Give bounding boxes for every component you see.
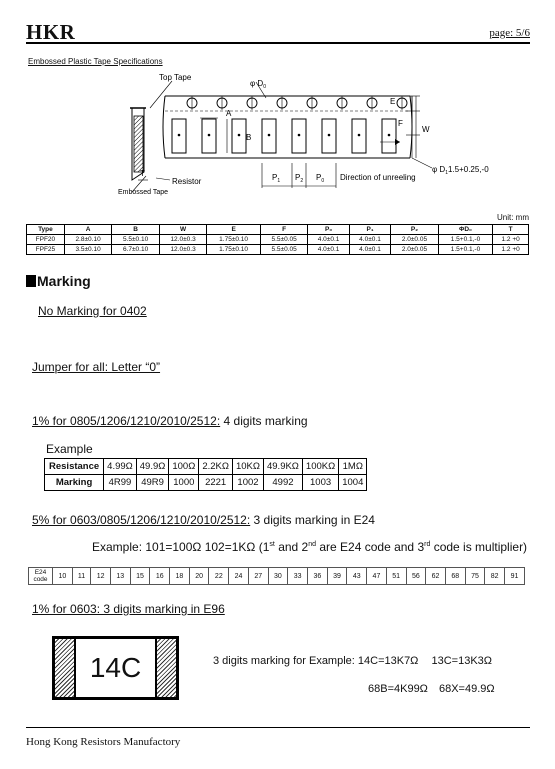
e24-code-cell: 91 — [505, 568, 525, 585]
label-f: F — [398, 119, 403, 128]
table-cell: FPF20 — [27, 235, 65, 245]
e24-code-cell: 13 — [110, 568, 130, 585]
table-header-cell: F — [260, 225, 308, 235]
resistor-chip-illustration — [52, 636, 179, 700]
table-cell: 2.0±0.05 — [391, 245, 439, 255]
table-cell: 12.0±0.3 — [159, 235, 207, 245]
label-top-tape: Top Tape — [159, 73, 192, 82]
e96-example-68x: 68X=49.9Ω — [438, 683, 495, 695]
e24-code-cell: 11 — [72, 568, 91, 585]
table-header-cell: W — [159, 225, 207, 235]
table-cell: 3.5±0.10 — [64, 245, 112, 255]
table-cell: 1004 — [339, 475, 367, 491]
table-header-cell: B — [112, 225, 160, 235]
label-a: A — [226, 109, 232, 118]
table-cell: 1003 — [302, 475, 338, 491]
e24-code-cell: 24 — [229, 568, 249, 585]
table-header-row — [27, 225, 529, 235]
label-b: B — [246, 133, 252, 142]
e24-code-cell: 75 — [465, 568, 485, 585]
e24-code-cell: 62 — [426, 568, 446, 585]
table-header-cell: ΦD₀ — [438, 225, 493, 235]
table-cell: 1002 — [232, 475, 263, 491]
table-header-cell: Type — [27, 225, 65, 235]
label-d1: φ $D_11.5+0.25,-0$ — [432, 165, 489, 176]
marking-example-table — [44, 458, 367, 491]
table-cell: 4.0±0.1 — [349, 235, 390, 245]
no-marking-note: No Marking for 0402 — [38, 304, 147, 318]
page-header — [26, 20, 530, 44]
label-direction: Direction of unreeling — [340, 173, 416, 182]
table-cell: 49R9 — [136, 475, 169, 491]
label-e: E — [390, 97, 396, 106]
e96-example-68b: 68B=4K99Ω — [368, 683, 428, 695]
footer-company-name: Hong Kong Resistors Manufactory — [26, 736, 181, 748]
table-cell: 1.5+0.1,-0 — [438, 245, 493, 255]
three-digit-e24-note — [32, 513, 375, 527]
table-cell: 2.0±0.05 — [391, 235, 439, 245]
e24-code-table — [28, 567, 525, 585]
tape-diagram — [110, 68, 510, 203]
e24-note-lead: 5% for 0603/0805/1206/1210/2010/2512: — [32, 513, 251, 527]
label-t: T — [140, 169, 145, 178]
table-header-cell: E — [207, 225, 261, 235]
four-digit-note-lead: 1% for 0805/1206/1210/2010/2512: — [32, 414, 221, 428]
table-row — [27, 235, 529, 245]
unreel-arrow-icon — [395, 139, 400, 145]
table-cell: 4.0±0.1 — [308, 245, 349, 255]
e96-note: 1% for 0603: 3 digits marking in E96 — [32, 602, 225, 616]
heading-text: Marking — [37, 273, 91, 289]
page-number: page: 5/6 — [489, 27, 530, 39]
e96-example-14c: 3 digits marking for Example: 14C=13K7Ω — [213, 655, 419, 667]
table-header-cell: A — [64, 225, 112, 235]
table-cell: 1.2 +0 — [493, 245, 529, 255]
label-embossed-tape: Embossed Tape — [118, 189, 169, 196]
table-header-cell: P₂ — [391, 225, 439, 235]
label-resistor: Resistor — [172, 177, 202, 186]
e24-code-cell: 39 — [327, 568, 347, 585]
table-cell: 2.2KΩ — [199, 459, 233, 475]
e24-code-cell: 36 — [307, 568, 327, 585]
table-cell: FPF25 — [27, 245, 65, 255]
table-cell: 100KΩ — [302, 459, 338, 475]
table-cell: 2.8±0.10 — [64, 235, 112, 245]
e24-code-cell: 82 — [485, 568, 505, 585]
e24-code-header: E24 code — [29, 568, 53, 585]
table-row — [45, 475, 367, 491]
label-p0: $P_0$ — [316, 173, 325, 184]
e24-code-cell: 16 — [150, 568, 170, 585]
e24-code-cell: 68 — [445, 568, 465, 585]
e24-code-cell: 27 — [248, 568, 268, 585]
e24-code-cell: 12 — [91, 568, 111, 585]
e24-code-cell: 47 — [367, 568, 387, 585]
table-header-cell: P₁ — [349, 225, 390, 235]
e96-example-line-2 — [368, 683, 495, 695]
table-cell: 12.0±0.3 — [159, 245, 207, 255]
label-p1: $P_1$ — [272, 173, 281, 184]
four-digit-note — [32, 414, 308, 428]
page-footer — [26, 727, 530, 748]
table-cell: 4R99 — [104, 475, 137, 491]
table-cell: 1.2 +0 — [493, 235, 529, 245]
table-cell: 10KΩ — [232, 459, 263, 475]
e24-code-cell: 10 — [53, 568, 73, 585]
e24-code-cell: 15 — [130, 568, 150, 585]
table-row — [27, 245, 529, 255]
table-header-cell: T — [493, 225, 529, 235]
brand-logo-text: HKR — [26, 20, 76, 44]
e24-code-cell: 33 — [288, 568, 308, 585]
table-cell: 49.9Ω — [136, 459, 169, 475]
table-cell: 2221 — [199, 475, 233, 491]
table-header-cell: P₀ — [308, 225, 349, 235]
table-cell: 1MΩ — [339, 459, 367, 475]
chip-terminal-right — [155, 639, 176, 697]
table-row — [29, 568, 525, 585]
label-d0: φ $D_0$ — [250, 79, 266, 90]
e24-code-cell: 43 — [347, 568, 367, 585]
e24-code-cell: 18 — [170, 568, 190, 585]
table-cell: 1.75±0.10 — [207, 245, 261, 255]
table-cell: 6.7±0.10 — [112, 245, 160, 255]
label-w: W — [422, 125, 430, 134]
example-label: Example — [46, 442, 93, 456]
table-cell: 100Ω — [169, 459, 199, 475]
tape-top-view — [163, 96, 412, 158]
table-row — [45, 459, 367, 475]
heading-bullet-icon — [26, 275, 36, 287]
table-cell: 5.5±0.10 — [112, 235, 160, 245]
chip-marking-code: 14C — [89, 652, 142, 683]
table-cell: 5.5±0.05 — [260, 235, 308, 245]
chip-terminal-left — [55, 639, 76, 697]
label-p2: $P_2$ — [295, 173, 304, 184]
table-cell: 1.5+0.1,-0 — [438, 235, 493, 245]
table-cell: 4.99Ω — [104, 459, 137, 475]
table-cell: 5.5±0.05 — [260, 245, 308, 255]
e24-code-cell: 20 — [189, 568, 209, 585]
section-heading-marking — [26, 273, 91, 289]
table-row-header: Marking — [45, 475, 104, 491]
table-cell: 4.0±0.1 — [308, 235, 349, 245]
e96-example-13c: 13C=13K3Ω — [431, 655, 493, 667]
table-row-header: Resistance — [45, 459, 104, 475]
table-cell: 49.9KΩ — [263, 459, 302, 475]
table-cell: 1000 — [169, 475, 199, 491]
e24-code-cell: 30 — [268, 568, 288, 585]
tape-spec-table — [26, 224, 529, 255]
jumper-note: Jumper for all: Letter “0” — [32, 360, 161, 374]
unit-label: Unit: mm — [497, 213, 529, 222]
e24-example-text: Example: 101=100Ω 102=1KΩ (1st and 2nd are E24 code and 3rd code is multiplier) — [92, 540, 528, 554]
e24-note-rest: 3 digits marking in E24 — [250, 513, 375, 527]
e96-example-line-1 — [213, 655, 492, 667]
tape-spec-title: Embossed Plastic Tape Specifications — [28, 57, 163, 66]
table-cell: 4.0±0.1 — [349, 245, 390, 255]
table-cell: 1.75±0.10 — [207, 235, 261, 245]
four-digit-note-rest: 4 digits marking — [220, 414, 308, 428]
e24-code-cell: 51 — [386, 568, 406, 585]
e24-code-cell: 22 — [209, 568, 229, 585]
e24-code-cell: 56 — [406, 568, 426, 585]
table-cell: 4992 — [263, 475, 302, 491]
